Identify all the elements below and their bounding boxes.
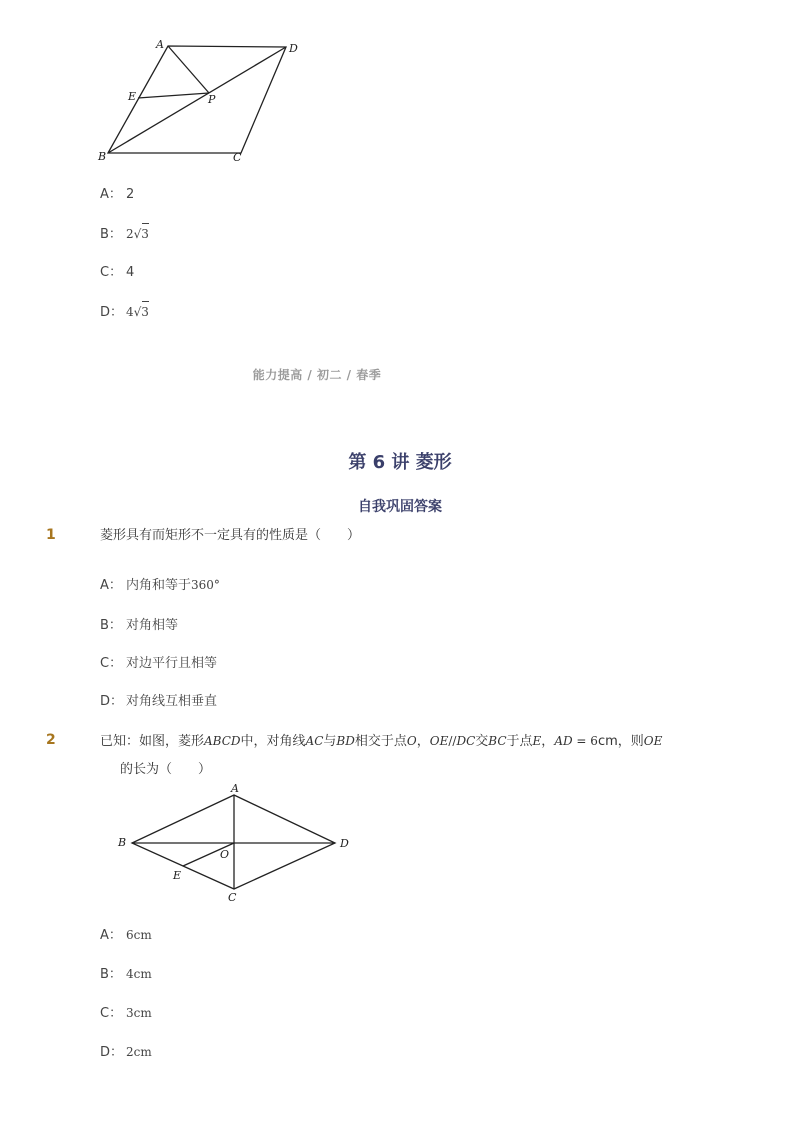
option-text: 对角相等 <box>126 618 179 633</box>
label-e: E <box>173 869 182 882</box>
option-text: 内角和等于 <box>126 578 192 593</box>
option-label: D： <box>100 1045 124 1060</box>
prev-option-b[interactable] <box>100 225 149 244</box>
option-value: 2cm <box>126 1045 152 1059</box>
sqrt-expression: √ 3 <box>134 225 149 243</box>
option-text: 对边平行且相等 <box>126 656 218 671</box>
option-label: A： <box>100 187 122 202</box>
option-label: C： <box>100 656 123 671</box>
option-coef: 2 <box>126 227 134 241</box>
q1-option-d[interactable] <box>100 693 217 711</box>
q2-option-a[interactable] <box>100 926 152 945</box>
label-d: D <box>289 42 298 55</box>
lecture-title: 第 6 讲 菱形 <box>348 452 452 473</box>
option-text: 对角线互相垂直 <box>126 694 218 709</box>
option-label: B： <box>100 227 122 242</box>
label-a: A <box>156 38 164 51</box>
section-title: 自我巩固答案 <box>358 499 442 515</box>
question-1-text: 菱形具有而矩形不一定具有的性质是（ ） <box>100 528 361 543</box>
option-value: 4 <box>126 265 135 280</box>
question-2-text: 已知：如图，菱形ABCD中，对角线AC与BD相交于点O，OE//DC交BC于点E，AD = 6cm，则OE <box>100 734 663 749</box>
question-2-number: 2 <box>46 732 56 748</box>
q1-option-b[interactable] <box>100 617 178 635</box>
option-coef: 4 <box>126 305 134 319</box>
option-label: B： <box>100 618 122 633</box>
label-o: O <box>220 848 230 861</box>
option-label: A： <box>100 578 122 593</box>
q1-option-a[interactable] <box>100 576 220 595</box>
q2-option-d[interactable] <box>100 1043 152 1062</box>
q1-option-c[interactable] <box>100 655 217 673</box>
option-value: 4cm <box>126 967 152 981</box>
option-label: D： <box>100 305 124 320</box>
question-2-text-line2: 的长为（ ） <box>120 762 212 777</box>
question-1-number: 1 <box>46 527 56 543</box>
option-label: B： <box>100 967 122 982</box>
figure-rhombus <box>110 778 370 908</box>
label-c: C <box>228 891 237 904</box>
prev-option-a[interactable] <box>100 186 134 204</box>
radicand: 3 <box>141 305 149 319</box>
label-p: P <box>208 93 216 106</box>
option-label: C： <box>100 1006 123 1021</box>
option-math: 360° <box>191 578 220 592</box>
label-d: D <box>340 837 349 850</box>
q2-option-c[interactable] <box>100 1004 152 1023</box>
option-value: 6cm <box>126 928 152 942</box>
radicand: 3 <box>141 227 149 241</box>
segment-ep <box>138 93 209 98</box>
figure-parallelogram <box>90 30 320 170</box>
label-b: B <box>98 150 107 163</box>
sqrt-expression: √ 3 <box>134 303 149 321</box>
option-label: D： <box>100 694 124 709</box>
label-e: E <box>128 90 137 103</box>
q2-option-b[interactable] <box>100 965 152 984</box>
label-c: C <box>233 151 242 164</box>
label-b: B <box>118 836 127 849</box>
option-label: C： <box>100 265 123 280</box>
page-footer: 能力提高 / 初二 / 春季 <box>252 368 382 382</box>
label-a: A <box>231 782 239 795</box>
prev-option-c[interactable] <box>100 264 134 282</box>
option-value: 3cm <box>126 1006 152 1020</box>
prev-option-d[interactable] <box>100 303 149 322</box>
option-label: A： <box>100 928 122 943</box>
segment-ap <box>168 46 209 93</box>
option-value: 2 <box>126 187 135 202</box>
